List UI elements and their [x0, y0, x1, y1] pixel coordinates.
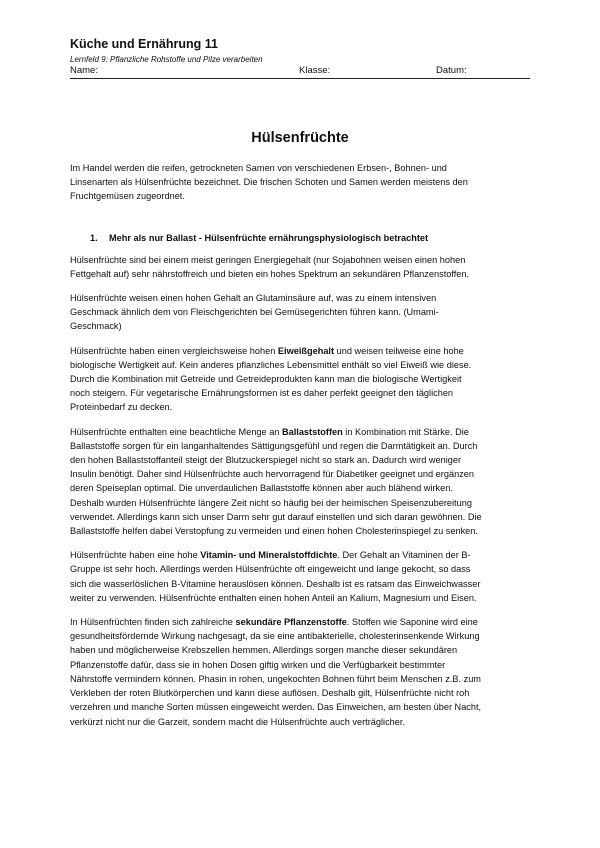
keyword-protein: Eiweißgehalt — [277, 345, 335, 356]
worksheet-page — [70, 36, 530, 729]
section-heading — [70, 232, 530, 245]
keyword-phytochemicals: sekundäre Pflanzenstoffe — [235, 617, 347, 628]
text-line — [70, 615, 530, 629]
text-line — [70, 344, 530, 358]
text-line: noch steigern. Für vegetarische Ernährungsformen ist es daher perfekt geeignet den täglichen — [70, 388, 454, 399]
keyword-vitamins: Vitamin- und Mineralstoffdichte — [200, 550, 338, 561]
text-run: in Kombination mit Stärke. Die — [342, 426, 469, 437]
text-run: In Hülsenfrüchten finden sich zahlreiche — [70, 617, 236, 628]
text-line — [70, 548, 530, 562]
text-line: haben und möglicherweise Krebszellen hemmen. Allerdings sorgen manche dieser sekundären — [70, 645, 458, 656]
text-run: Hülsenfrüchte haben einen vergleichsweise hohen — [70, 345, 278, 356]
text-line: Verkleben der roten Blutkörperchen und kann diese auflösen. Deshalb gilt, Hülsenfrüchte nicht roh — [70, 688, 470, 699]
paragraph-vitamins — [70, 548, 530, 605]
text-line: Insulin benötigt. Daher sind Hülsenfrüchte auch hervorragend für Diabetiker geeignet und ergänzen — [70, 469, 474, 480]
text-line: Ballaststoffe helfen dabei Verstopfung zu vermeiden und einen hohen Cholesterinspiegel zu senken. — [70, 526, 478, 537]
student-info-line — [70, 65, 530, 79]
date-label: Datum: — [436, 65, 467, 76]
paragraph-nutrients — [70, 253, 530, 281]
text-line: Nährstoffe vermindern können. Phasin in rohen, ungekochten Bohnen führt beim Menschen z.B. zum — [70, 673, 481, 684]
section-number: 1. — [90, 232, 98, 243]
text-line: Fettgehalt auf) sehr nährstoffreich und bieten ein hohes Spektrum an sekundären Pflanzenstoffen. — [70, 268, 470, 279]
text-line: Hülsenfrüchte weisen einen hohen Gehalt an Glutaminsäure auf, was zu einem intensiven — [70, 293, 437, 304]
text-line: Geschmack) — [70, 321, 122, 332]
text-run: Hülsenfrüchte enthalten eine beachtliche Menge an — [70, 426, 282, 437]
text-run: . Stoffen wie Saponine wird eine — [346, 617, 478, 628]
paragraph-phytochemicals — [70, 615, 530, 729]
text-line: Durch die Kombination mit Getreide und Getreideprodukten kann man die biologische Wertigkeit — [70, 374, 462, 385]
intro-paragraph — [70, 161, 530, 204]
page-title: Hülsenfrüchte — [251, 130, 349, 146]
text-line: weiter zu verwenden. Hülsenfrüchte enthalten einen hohen Anteil an Kalium, Magnesium und Eisen. — [70, 592, 477, 603]
text-line: Pflanzenstoffe dafür, dass sie in hohen Dosen giftig wirken und die Verfügbarkeit bestimmter — [70, 659, 446, 670]
text-line: verzehren und manche Sorten müssen eingeweicht werden. Das Einweichen, am besten über Nacht, — [70, 702, 482, 713]
text-line: Geschmack ähnlich dem von Fleischgerichten bei Gemüsegerichten führen kann. (Umami- — [70, 307, 439, 318]
text-line — [70, 425, 530, 439]
text-line: Proteinbedarf zu decken. — [70, 402, 173, 413]
text-line: Gruppe ist sehr hoch. Allerdings werden Hülsenfrüchte oft eingeweicht und lange gekocht, so dass — [70, 564, 471, 575]
paragraph-fiber — [70, 425, 530, 539]
text-line: den hohen Ballaststoffanteil steigt der Blutzuckerspiegel nicht so stark an. Dadurch wird weniger — [70, 455, 462, 466]
text-line: Deshalb wurden Hülsenfrüchte längere Zeit nicht so häufig bei der heimischen Speisenzubereitung — [70, 497, 472, 508]
text-line: Hülsenfrüchte sind bei einem meist geringen Energiegehalt (nur Sojabohnen weisen einen hohen — [70, 254, 466, 265]
text-line: deren Speiseplan optimal. Die unverdaulichen Ballaststoffe können aber auch blähend wirken. — [70, 483, 453, 494]
text-line: Fruchtgemüsen zugeordnet. — [70, 191, 185, 202]
section-title: Mehr als nur Ballast - Hülsenfrüchte ernährungsphysiologisch betrachtet — [109, 232, 429, 243]
keyword-fiber: Ballaststoffen — [281, 426, 343, 437]
text-run: Hülsenfrüchte haben eine hohe — [70, 550, 201, 561]
text-line: biologische Wertigkeit auf. Kein anderes pflanzliches Lebensmittel enthält so viel Eiweiß wie diese. — [70, 359, 472, 370]
text-line: verkürzt nicht nur die Garzeit, sondern macht die Hülsenfrüchte auch verträglicher. — [70, 716, 405, 727]
text-line: Linsenarten als Hülsenfrüchte bezeichnet. Die frischen Schoten und Samen werden meistens den — [70, 177, 468, 188]
paragraph-umami — [70, 291, 530, 334]
class-label: Klasse: — [299, 65, 331, 76]
learning-field-subtitle: Lernfeld 9: Pflanzliche Rohstoffe und Pilze verarbeiten — [70, 55, 263, 64]
text-run: und weisen teilweise eine hohe — [334, 345, 464, 356]
name-label: Name: — [70, 65, 98, 76]
text-line: Im Handel werden die reifen, getrockneten Samen von verschiedenen Erbsen-, Bohnen- und — [70, 163, 447, 173]
text-run: . Der Gehalt an Vitaminen der B- — [337, 550, 471, 561]
text-line: Ballaststoffe sorgen für ein langanhaltendes Sättigungsgefühl und regen die Darmtätigkeit an. Durch — [70, 440, 478, 451]
text-line: sich die wasserlöslichen B-Vitamine herauslösen können. Deshalb ist es ratsam das Einweichwasser — [70, 578, 481, 589]
text-line: verwendet. Allerdings kann sich unser Darm sehr gut darauf einstellen und sich daran gewöhnen. Die — [70, 511, 482, 522]
paragraph-protein — [70, 344, 530, 415]
course-title: Küche und Ernährung 11 — [70, 37, 218, 51]
text-line: gesundheitsfördernde Wirkung nachgesagt, da sie eine antibakterielle, cholesterinsenkende Wirkung — [70, 631, 480, 642]
